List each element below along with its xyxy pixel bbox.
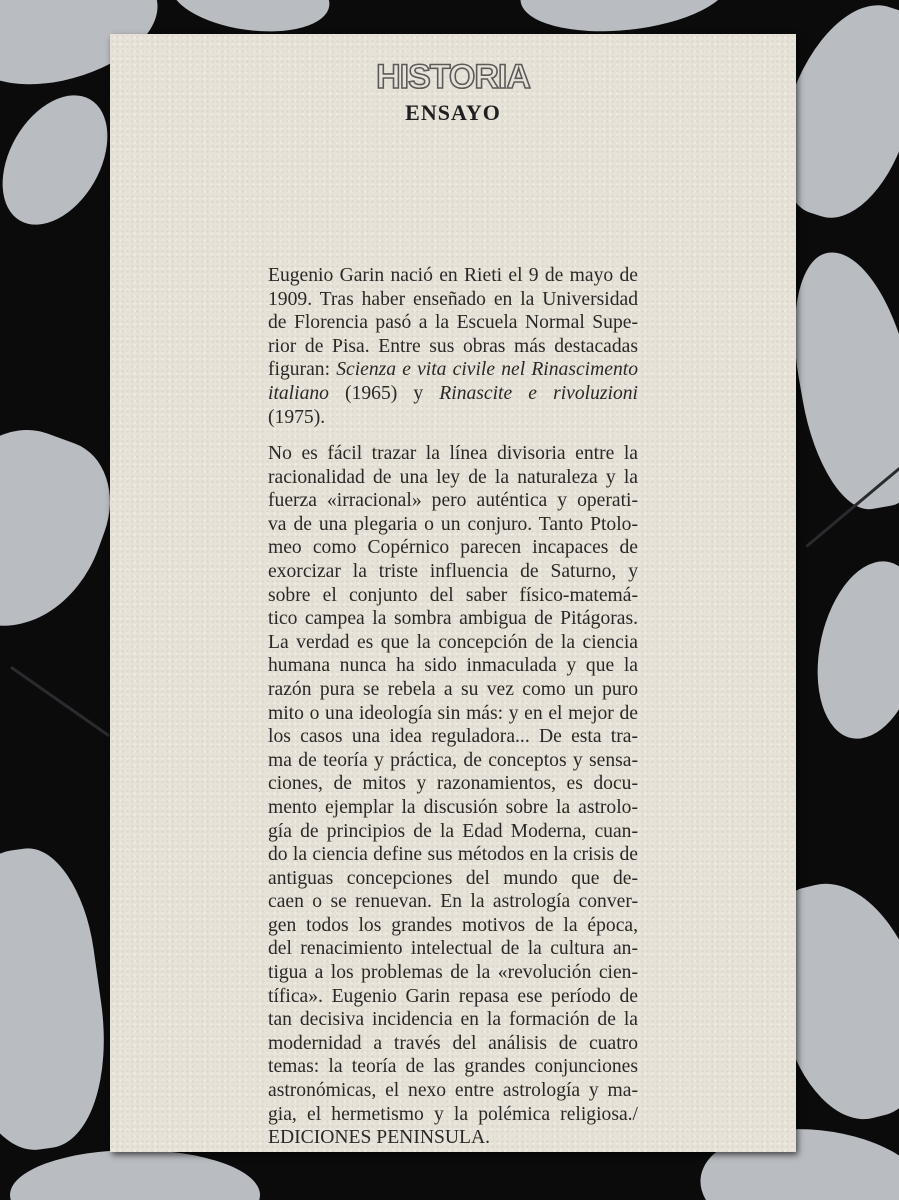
text-line: meo como Copérnico parecen incapaces de xyxy=(268,537,638,559)
text-line xyxy=(268,382,638,406)
author-bio xyxy=(268,264,638,429)
text-line: temas: la teoría de las grandes conjunciones xyxy=(268,1056,638,1078)
text-line: ma de teoría y práctica, de conceptos y sensa- xyxy=(268,749,638,771)
text-line: ciones, de mitos y razonamientos, es docu- xyxy=(268,773,638,795)
text-line: EDICIONES PENINSULA. xyxy=(268,1127,491,1149)
text-line: mento ejemplar la discusión sobre la astrolo- xyxy=(268,796,638,818)
text-line: del renacimiento intelectual de la cultura an- xyxy=(268,938,638,960)
floral-pattern xyxy=(778,242,899,517)
book-title-italic: Rinascite e rivoluzioni xyxy=(439,382,638,404)
floral-pattern xyxy=(0,841,120,1159)
text-line: los casos una idea reguladora... De esta tra- xyxy=(268,726,638,748)
pattern-line xyxy=(10,666,110,737)
text-line: modernidad a través del análisis de cuatro xyxy=(268,1032,638,1054)
floral-pattern xyxy=(802,552,899,749)
text-line: sobre el conjunto del saber físico-matemá- xyxy=(268,584,638,606)
text-line: astronómicas, el nexo entre astrología y ma- xyxy=(268,1080,638,1102)
book-back-cover xyxy=(110,34,796,1152)
text-line: va de una plegaria o un conjuro. Tanto Ptolo- xyxy=(268,513,638,535)
book-title-italic: Scienza e vita civile nel Rinascimento xyxy=(336,359,638,381)
text-line: (1975). xyxy=(268,406,326,428)
floral-pattern xyxy=(10,1150,260,1200)
series-title: ENSAYO xyxy=(405,100,501,125)
text-line: tigua a los problemas de la «revolución cien- xyxy=(268,962,638,984)
text-line xyxy=(268,358,638,382)
text-line: La verdad es que la concepción de la ciencia xyxy=(268,631,638,653)
book-blurb xyxy=(268,442,638,1150)
text-line: mito o una ideología sin más: y en el mejor de xyxy=(268,702,638,724)
book-title-italic: italiano xyxy=(268,382,329,404)
text-line: razón pura se rebela a su vez como un puro xyxy=(268,678,638,700)
text-line: tico campea la sombra ambigua de Pitágoras. xyxy=(268,608,638,630)
text-segment: figuran: xyxy=(268,359,337,381)
text-line: de Florencia pasó a la Escuela Normal Supe- xyxy=(268,312,638,334)
text-line: 1909. Tras haber enseñado en la Universidad xyxy=(268,288,638,310)
text-line: humana nunca ha sido inmaculada y que la xyxy=(268,655,638,677)
text-line: do la ciencia define sus métodos en la crisis de xyxy=(268,844,638,866)
text-line: exorcizar la triste influencia de Saturno, y xyxy=(268,560,638,582)
text-segment: (1965) y xyxy=(328,382,440,404)
text-line: Eugenio Garin nació en Rieti el 9 de mayo de xyxy=(268,265,638,286)
text-line: tan decisiva incidencia en la formación de la xyxy=(268,1009,638,1031)
text-line: No es fácil trazar la línea divisoria entre la xyxy=(268,443,638,464)
text-line: gia, el hermetismo y la polémica religiosa./ xyxy=(268,1103,638,1125)
text-line: gía de principios de la Edad Moderna, cuan- xyxy=(268,820,638,842)
text-line: gen todos los grandes motivos de la época, xyxy=(268,914,638,936)
publisher-logo: HISTORIA xyxy=(376,58,530,96)
text-line: antiguas concepciones del mundo que de- xyxy=(268,867,638,889)
text-line: caen o se renuevan. En la astrología conver- xyxy=(268,891,638,913)
text-line: rior de Pisa. Entre sus obras más destacadas xyxy=(268,335,638,357)
text-line: fuerza «irracional» pero auténtica y operati- xyxy=(268,490,638,512)
text-line: tífica». Eugenio Garin repasa ese período de xyxy=(268,985,638,1007)
text-line: racionalidad de una ley de la naturaleza y la xyxy=(268,466,638,488)
